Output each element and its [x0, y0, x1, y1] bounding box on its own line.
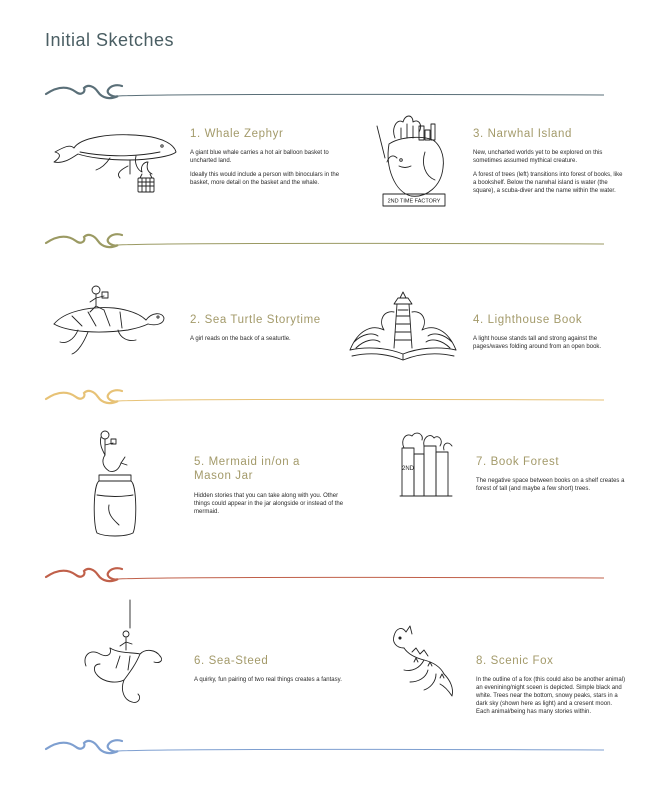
- entry-paragraph: In the outline of a fox (this could also be another animal) an evenining/night sceen is depicted. Simple black and white. Trees near the bottom, snowy peaks, stars in a dark sky (shown here as light) and a cresent moon. Each animal/being has many stories within.: [476, 677, 626, 716]
- entry-lighthouse-book: [473, 313, 623, 357]
- entry-title: 8. Scenic Fox: [476, 655, 554, 667]
- narwhal-island-sketch: [375, 108, 455, 223]
- wave-divider-graphic: [44, 563, 604, 585]
- entry-paragraph: A giant blue whale carries a hot air balloon basket to uncharted land.: [190, 150, 329, 165]
- wave-divider: [44, 735, 604, 757]
- wave-divider: [44, 385, 604, 407]
- entry-paragraph: Hidden stories that you can take along with you. Other things could appear in the jar alongside or instead of the mermaid.: [194, 492, 344, 515]
- entry-paragraph: A forest of trees (left) transitions into forest of books, like a bookshelf. Below the narwhal island is water (the square), a scuba-diver and the name within the water.: [473, 172, 623, 195]
- mermaid-jar-sketch: [85, 425, 155, 548]
- sea-turtle-sketch: [48, 282, 168, 367]
- entry-paragraph: The negative space between books on a shelf creates a forest of tall (and maybe a few short) trees.: [476, 478, 625, 493]
- entry-whale-zephyr: [190, 127, 340, 193]
- narwhal-sketch-label: 2ND TIME FACTORY: [387, 198, 441, 205]
- entry-paragraph: A light house stands tall and strong against the pages/waves folding around from an open book.: [473, 336, 602, 351]
- entry-title: 1. Whale Zephyr: [190, 128, 284, 140]
- book-forest-label: 2ND: [401, 466, 415, 472]
- sea-steed-sketch: [80, 598, 170, 721]
- entry-paragraph: New, uncharted worlds yet to be explored on this sometimes assumed mythical creature.: [473, 150, 603, 165]
- entry-paragraph: Ideally this would include a person with binoculars in the basket, more detail on the basket and the whale.: [190, 172, 340, 187]
- wave-divider: [44, 80, 604, 102]
- wave-divider-graphic: [44, 80, 604, 102]
- entry-paragraph: A girl reads on the back of a seaturtle.: [190, 336, 291, 343]
- wave-divider: [44, 229, 604, 251]
- entry-title: 7. Book Forest: [476, 456, 560, 468]
- whale-zephyr-sketch: [50, 122, 180, 202]
- wave-divider-graphic: [44, 229, 604, 251]
- entry-book-forest: [476, 455, 626, 499]
- entry-scenic-fox: [476, 654, 626, 722]
- entry-title: 2. Sea Turtle Storytime: [190, 314, 321, 326]
- entry-paragraph: A quirky, fun pairing of two real things creates a fantasy.: [194, 677, 342, 684]
- entry-sea-steed: [194, 654, 344, 690]
- book-forest-sketch: [396, 430, 456, 507]
- entry-title: 4. Lighthouse Book: [473, 314, 583, 326]
- entry-narwhal-island: [473, 127, 623, 201]
- page-title: Initial Sketches: [45, 30, 175, 50]
- entry-title: 6. Sea-Steed: [194, 655, 269, 667]
- entry-title: 3. Narwhal Island: [473, 128, 573, 140]
- scenic-fox-sketch: [388, 624, 458, 705]
- entry-title: 5. Mermaid in/on a Mason Jar: [194, 456, 301, 483]
- lighthouse-book-sketch: [348, 290, 458, 367]
- wave-divider-graphic: [44, 385, 604, 407]
- entry-sea-turtle-storytime: [190, 313, 340, 349]
- wave-divider-graphic: [44, 735, 604, 757]
- entry-mermaid-mason-jar: [194, 455, 344, 522]
- wave-divider: [44, 563, 604, 585]
